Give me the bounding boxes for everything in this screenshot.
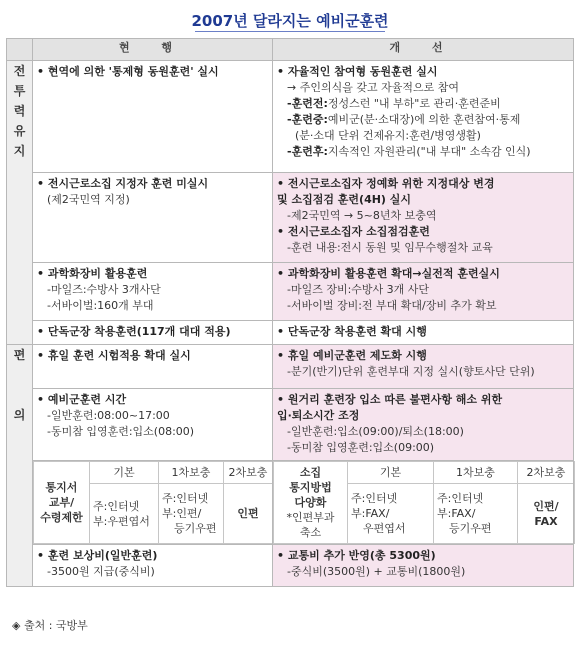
section-label-convenience: 편 의 <box>7 345 33 587</box>
table-row-r6 <box>7 389 574 461</box>
improved-cell: • 단독군장 착용훈련 확대 시행 <box>273 321 574 345</box>
source-note: ◈ 출처 : 국방부 <box>12 619 88 632</box>
title-underline <box>195 31 385 32</box>
table-row-r4 <box>7 321 574 345</box>
current-notice-cell <box>33 461 273 545</box>
table-row-r7 <box>7 461 574 545</box>
supp2-method: 인편 <box>224 484 273 544</box>
current-cell: • 전시근로소집 지정자 훈련 미실시 (제2국민역 지정) <box>33 173 273 263</box>
improved-notice-cell <box>273 461 574 545</box>
table-row-r8 <box>7 545 574 587</box>
supp2-method: 인편/ FAX <box>518 484 575 544</box>
header-current: 현 행 <box>33 39 273 61</box>
improved-cell: • 자율적인 참여형 동원훈련 실시 → 주인의식을 갖고 자율적으로 참여 -훈련전:정성스런 "내 부하"로 관리·훈련준비 -훈련중:예비군(분·소대장)에 의한 훈련참여·통제 (분·소대 단위 건제유지:훈련/병영생활) -훈련후:지속적인 자원관리("내 부대" 소속감 인식) <box>273 61 574 173</box>
table-row-r1 <box>7 61 574 173</box>
improved-cell: • 휴일 예비군훈련 제도화 시행 -분기(반기)단위 훈련부대 지정 실시(향토사단 단위) <box>273 345 574 389</box>
col-supp1: 1차보충 <box>434 462 518 484</box>
improved-cell: • 과학화장비 활용훈련 확대→실전적 훈련실시 -마일즈 장비:수방사 3개 사단 -서바이벌 장비:전 부대 확대/장비 추가 확보 <box>273 263 574 321</box>
current-cell: • 훈련 보상비(일반훈련) -3500원 지급(중식비) <box>33 545 273 587</box>
supp1-method: 주:인터넷 부:FAX/ 등기우편 <box>434 484 518 544</box>
table-row-r2 <box>7 173 574 263</box>
col-supp1: 1차보충 <box>159 462 224 484</box>
col-supp2: 2차보충 <box>518 462 575 484</box>
current-cell: • 현역에 의한 '통제형 동원훈련' 실시 <box>33 61 273 173</box>
current-cell: • 예비군훈련 시간 -일반훈련:08:00~17:00 -동미참 입영훈련:입소(08:00) <box>33 389 273 461</box>
current-notice-table <box>33 461 273 544</box>
improved-cell: • 교통비 추가 반영(총 5300원) -중식비(3500원) + 교통비(1800원) <box>273 545 574 587</box>
improved-cell: • 원거리 훈련장 입소 따른 불편사항 해소 위한 입·퇴소시간 조정 -일반훈련:입소(09:00)/퇴소(18:00) -동미참 입영훈련:입소(09:00) <box>273 389 574 461</box>
header-row <box>7 39 574 61</box>
basic-method: 주:인터넷 부:우편엽서 <box>90 484 159 544</box>
col-basic: 기본 <box>90 462 159 484</box>
col-basic: 기본 <box>348 462 434 484</box>
comparison-table <box>6 38 574 587</box>
table-row-r5 <box>7 345 574 389</box>
page-title: 2007년 달라지는 예비군훈련 <box>191 12 389 30</box>
basic-method: 주:인터넷 부:FAX/ 우편엽서 <box>348 484 434 544</box>
table-row-r3 <box>7 263 574 321</box>
notice-label: 통지서 교부/ 수령제한 <box>34 462 90 544</box>
header-blank <box>7 39 33 61</box>
improved-cell: • 전시근로소집자 정예화 위한 지정대상 변경 및 소집점검 훈련(4H) 실시 -제2국민역 → 5~8년차 보충역 • 전시근로소집자 소집점검훈련 -훈련 내용:전시 동원 및 임무수행절차 교육 <box>273 173 574 263</box>
notice-label: 소집 통지방법 다양화 *인편부과 축소 <box>274 462 348 544</box>
current-cell: • 과학화장비 활용훈련 -마일즈:수방사 3개사단 -서바이벌:160개 부대 <box>33 263 273 321</box>
improved-notice-table <box>273 461 575 544</box>
section-label-combat: 전 투 력 유 지 <box>7 61 33 345</box>
current-cell: • 단독군장 착용훈련(117개 대대 적용) <box>33 321 273 345</box>
col-supp2: 2차보충 <box>224 462 273 484</box>
supp1-method: 주:인터넷 부:인편/ 등기우편 <box>159 484 224 544</box>
header-improved: 개 선 <box>273 39 574 61</box>
current-cell: • 휴일 훈련 시험적용 확대 실시 <box>33 345 273 389</box>
